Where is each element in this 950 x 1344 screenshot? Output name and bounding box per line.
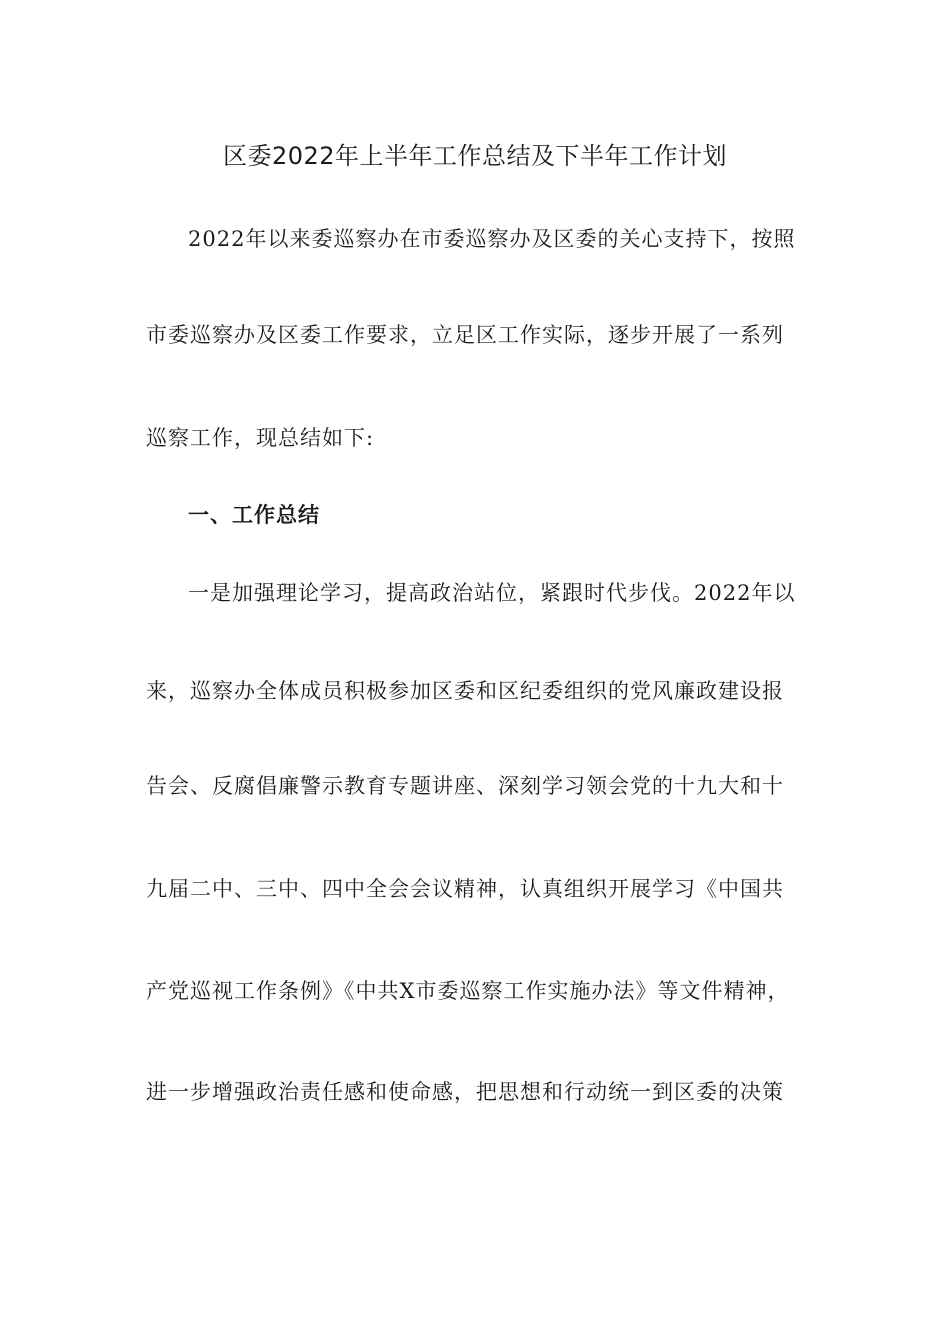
paragraph-line: 产党巡视工作条例》《中共X市委巡察工作实施办法》等文件精神，	[146, 979, 790, 1003]
paragraph-line: 进一步增强政治责任感和使命感，把思想和行动统一到区委的决策	[146, 1080, 784, 1104]
document-title: 区委2022年上半年工作总结及下半年工作计划	[222, 142, 728, 170]
paragraph-line: 来，巡察办全体成员积极参加区委和区纪委组织的党风廉政建设报	[146, 679, 784, 703]
paragraph-line: 2022年以来委巡察办在市委巡察办及区委的关心支持下，按照	[188, 227, 796, 251]
paragraph-line: 告会、反腐倡廉警示教育专题讲座、深刻学习领会党的十九大和十	[146, 774, 784, 798]
paragraph-line: 一是加强理论学习，提高政治站位，紧跟时代步伐。2022年以	[188, 581, 796, 605]
paragraph-line: 市委巡察办及区委工作要求，立足区工作实际，逐步开展了一系列	[146, 323, 784, 347]
paragraph-line: 巡察工作，现总结如下:	[146, 426, 375, 450]
paragraph-line: 九届二中、三中、四中全会会议精神，认真组织开展学习《中国共	[146, 877, 784, 901]
section-heading: 一、工作总结	[188, 503, 320, 527]
